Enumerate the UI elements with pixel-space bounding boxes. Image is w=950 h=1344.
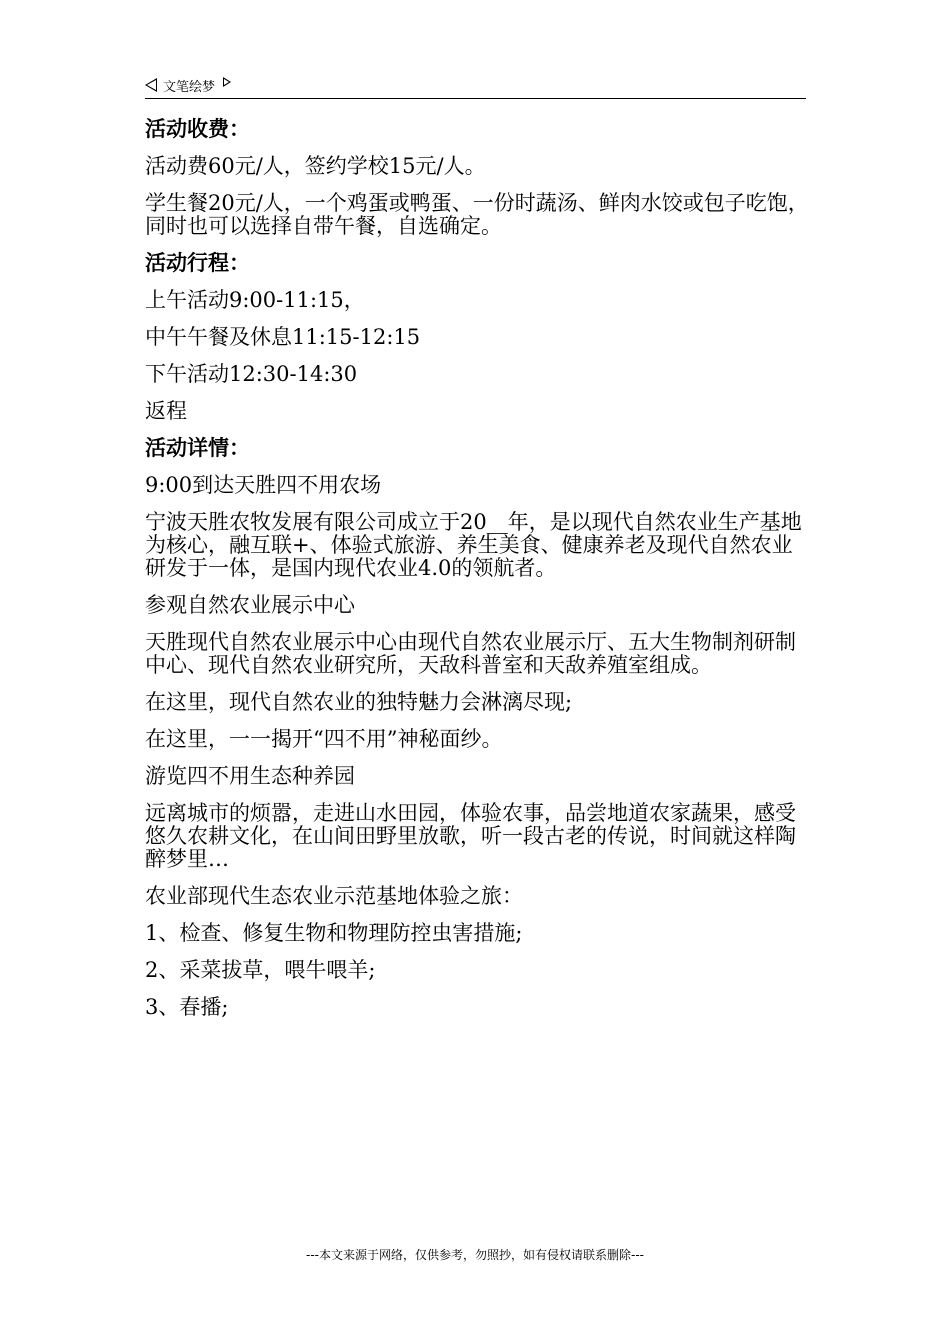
paragraph: 参观自然农业展示中心: [145, 593, 355, 617]
paragraph: 宁波天胜农牧发展有限公司成立于20__年，是以现代自然农业生产基地为核心，融互联+、体验式旅游、养生美食、健康养老及现代自然农业研发于一体，是国内现代农业4.0的领航者。: [145, 510, 802, 580]
paragraph: 下午活动12:30-14:30: [145, 362, 358, 386]
paragraph: 在这里，一一揭开“四不用”神秘面纱。: [145, 727, 503, 751]
page-footer: ---本文来源于网络，仅供参考，勿照抄，如有侵权请联系删除---: [306, 1248, 644, 1262]
section-heading: 活动行程：: [145, 251, 250, 275]
page-header: [145, 74, 231, 96]
paragraph: 3、春播;: [145, 995, 229, 1019]
triangle-left-icon: [145, 78, 157, 92]
header-divider: [145, 98, 806, 99]
paragraph: 农业部现代生态农业示范基地体验之旅：: [145, 884, 523, 908]
paragraph: 学生餐20元/人，一个鸡蛋或鸭蛋、一份时蔬汤、鲜肉水饺或包子吃饱，同时也可以选择自带午餐，自选确定。: [145, 191, 809, 238]
paragraph: 活动费60元/人，签约学校15元/人。: [145, 154, 486, 178]
section-heading: 活动详情：: [145, 436, 250, 460]
document-body: [145, 118, 810, 1033]
header-brand: 文笔绘梦: [163, 79, 216, 95]
triangle-right-icon: [223, 77, 231, 87]
paragraph: 2、采菜拔草，喂牛喂羊;: [145, 958, 376, 982]
paragraph: 1、检查、修复生物和物理防控虫害措施;: [145, 921, 523, 945]
paragraph: 游览四不用生态种养园: [145, 764, 355, 788]
paragraph: 上午活动9:00-11:15，: [145, 288, 365, 312]
section-heading: 活动收费：: [145, 117, 250, 141]
paragraph: 9:00到达天胜四不用农场: [145, 473, 382, 497]
paragraph: 返程: [145, 399, 187, 423]
paragraph: 在这里，现代自然农业的独特魅力会淋漓尽现;: [145, 690, 573, 714]
paragraph: 天胜现代自然农业展示中心由现代自然农业展示厅、五大生物制剂研制中心、现代自然农业研究所，天敌科普室和天敌养殖室组成。: [145, 630, 796, 677]
paragraph: 中午午餐及休息11:15-12:15: [145, 325, 421, 349]
paragraph: 远离城市的烦嚣，走进山水田园，体验农事，品尝地道农家蔬果，感受悠久农耕文化，在山间田野里放歌，听一段古老的传说，时间就这样陶醉梦里…: [145, 801, 796, 871]
